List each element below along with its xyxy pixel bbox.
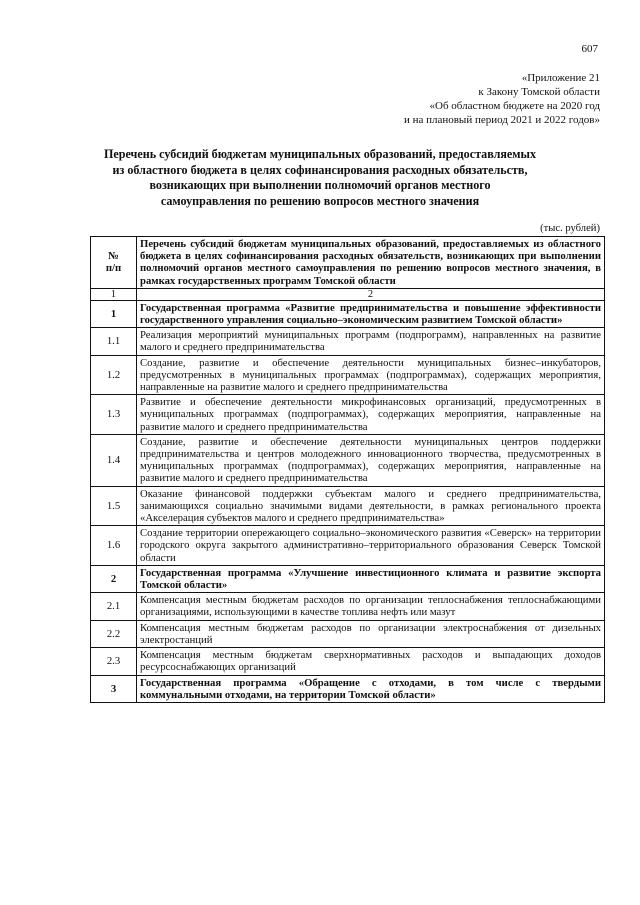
- table-row: [91, 328, 605, 355]
- title-line: возникающих при выполнении полномочий органов местного: [149, 178, 491, 193]
- table-row: [91, 620, 605, 647]
- row-number: 2.1: [91, 593, 137, 620]
- header-number-sign: №: [108, 250, 119, 263]
- header-number-abbr: п/п: [105, 262, 122, 275]
- table-row: [91, 395, 605, 435]
- row-number: 1.5: [91, 486, 137, 526]
- title-line: Перечень субсидий бюджетам муниципальных образований, предоставляемых: [103, 147, 537, 161]
- header-text-cell: Перечень субсидий бюджетам муниципальных образований, предоставляемых из областного бюджета в целях софинансирования расходных обязательств, возникающих при выполнении полномочий органов местного самоуправления по решению вопросов местного значения, в рамках государственных программ Томской области: [137, 237, 605, 289]
- program-row: [91, 300, 605, 327]
- program-row: [91, 675, 605, 702]
- row-text: Реализация мероприятий муниципальных программ (подпрограмм), направленных на развитие малого и среднего предпринимательства: [137, 328, 605, 355]
- column-index-row: [91, 288, 605, 300]
- row-number: 1.6: [91, 526, 137, 566]
- row-text: Оказание финансовой поддержки субъектам малого и среднего предпринимательства, занимающихся социально значимыми видами деятельности, в рамках регионального проекта «Акселерация субъектов малого и среднего предпринимательства»: [137, 486, 605, 526]
- row-number: 1.1: [91, 328, 137, 355]
- row-text: Компенсация местным бюджетам расходов по организации теплоснабжения теплоснабжающими организациями, использующими в качестве топлива нефть или мазут: [137, 593, 605, 620]
- appendix-line: и на плановый период 2021 и 2022 годов»: [403, 114, 600, 126]
- column-index-2: 2: [137, 288, 605, 300]
- row-text: Создание территории опережающего социально–экономического развития «Северск» на территории городского округа закрытого административно–территориального образования Северск Томской области: [137, 526, 605, 566]
- title-line: из областного бюджета в целях софинансирования расходных обязательств,: [112, 162, 528, 177]
- row-text: Государственная программа «Улучшение инвестиционного климата и развитие экспорта Томской области»: [137, 565, 605, 592]
- column-index-1: 1: [91, 288, 137, 300]
- row-number: 1.2: [91, 355, 137, 395]
- table-row: [91, 526, 605, 566]
- appendix-line: «Приложение 21: [521, 72, 600, 84]
- header-row: [91, 237, 605, 289]
- row-text: Государственная программа «Развитие предпринимательства и повышение эффективности государственного управления социально–экономическим развитием Томской области»: [137, 300, 605, 327]
- row-number: 1.4: [91, 434, 137, 486]
- table-row: [91, 486, 605, 526]
- program-row: [91, 565, 605, 592]
- appendix-line: к Закону Томской области: [478, 86, 600, 98]
- page-number: 607: [581, 43, 598, 55]
- row-number: 2.3: [91, 648, 137, 675]
- document-title: [78, 147, 562, 209]
- row-number: 1.3: [91, 395, 137, 435]
- subsidy-table: [90, 236, 605, 703]
- row-text: Создание, развитие и обеспечение деятельности муниципальных центров поддержки предпринимательства и центров молодежного инновационного творчества, предусмотренных в муниципальных программах (подпрограммах), содержащих мероприятия, направленные на развитие малого и среднего предпринимательства: [137, 434, 605, 486]
- header-number-cell: [91, 237, 137, 289]
- row-text: Компенсация местным бюджетам сверхнормативных расходов и выпадающих доходов ресурсоснабжающих организаций: [137, 648, 605, 675]
- appendix-line: «Об областном бюджете на 2020 год: [429, 100, 600, 112]
- table-row: [91, 434, 605, 486]
- appendix-reference: [404, 71, 600, 127]
- table-row: [91, 355, 605, 395]
- units-label: (тыс. рублей): [540, 223, 600, 234]
- table-row: [91, 593, 605, 620]
- row-number: 2.2: [91, 620, 137, 647]
- row-number: 2: [91, 565, 137, 592]
- row-text: Государственная программа «Обращение с отходами, в том числе с твердыми коммунальными отходами, на территории Томской области»: [137, 675, 605, 702]
- title-line: самоуправления по решению вопросов местного значения: [160, 193, 480, 208]
- row-text: Создание, развитие и обеспечение деятельности муниципальных бизнес–инкубаторов, предусмотренных в муниципальных программах (подпрограммах), содержащих мероприятия, направленные на развитие малого и среднего предпринимательства: [137, 355, 605, 395]
- table-row: [91, 648, 605, 675]
- row-number: 3: [91, 675, 137, 702]
- row-text: Компенсация местным бюджетам расходов по организации электроснабжения от дизельных электростанций: [137, 620, 605, 647]
- row-number: 1: [91, 300, 137, 327]
- row-text: Развитие и обеспечение деятельности микрофинансовых организаций, предусмотренных в муниципальных программах (подпрограммах), содержащих мероприятия, направленные на развитие малого и среднего предпринимательства: [137, 395, 605, 435]
